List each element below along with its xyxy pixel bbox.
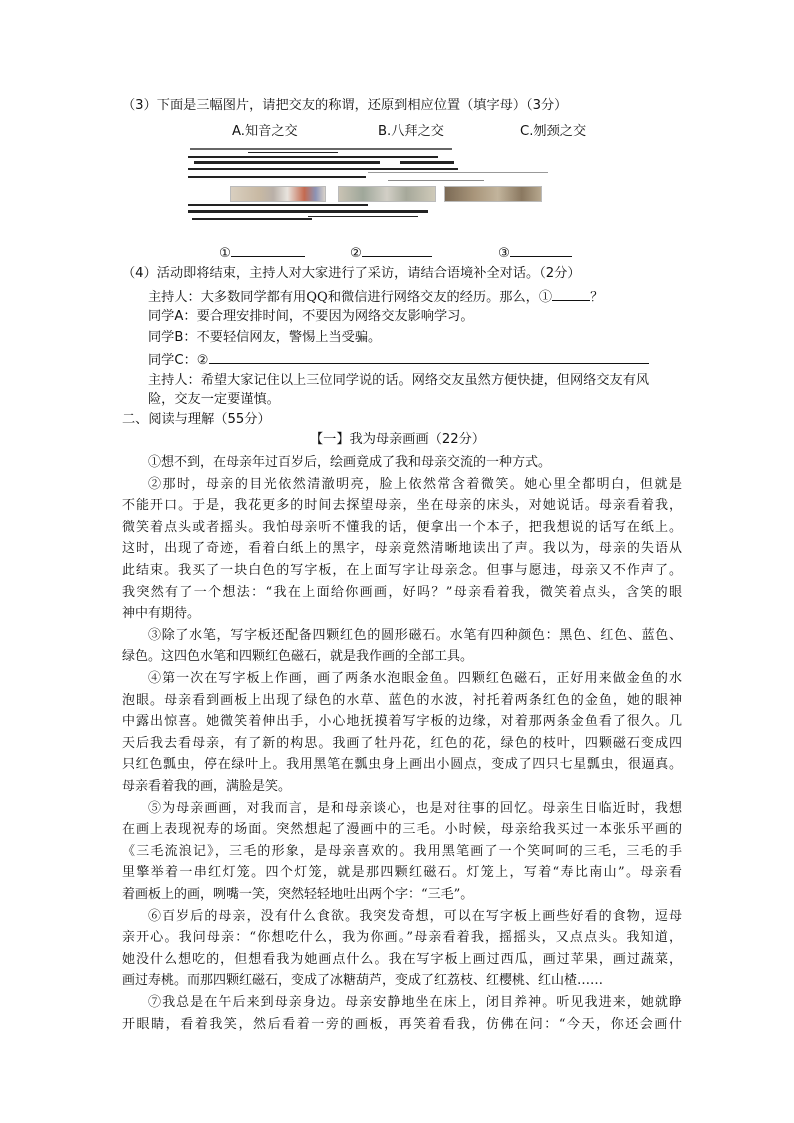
article-line: 《三毛流浪记》，三毛的形象，是母亲喜欢的。我用黑笔画了一个笑呵呵的三毛，三毛的手 bbox=[122, 843, 682, 859]
answer-blank-1[interactable] bbox=[552, 286, 590, 301]
blank-1[interactable] bbox=[219, 242, 305, 264]
speaker-host: 主持人： bbox=[148, 373, 201, 388]
article-line: 此结束。我买了一块白色的写字板，在上面写字让母亲念。但事与愿违，母亲又不作声了。 bbox=[122, 563, 682, 578]
article-line: 亲开心。我问母亲：“你想吃什么，我为你画。”母亲看着我，摇摇头，又点点头。我知道， bbox=[122, 930, 682, 946]
article-line: 这时，出现了奇迹，看着白纸上的黑字，母亲竟然清晰地读出了声。我以为，母亲的失语从 bbox=[122, 541, 682, 557]
option-b: B.八拜之交 bbox=[378, 124, 444, 139]
dialog-host-closing bbox=[148, 371, 649, 391]
article-line: 只红色瓢虫，停在绿叶上。我用黑笔在瓢虫身上画出小圆点，变成了四只七星瓢虫，很逼真。 bbox=[122, 757, 682, 773]
option-a: A.知音之交 bbox=[232, 124, 298, 139]
article-line: 母亲看着我的画，满脸是笑。 bbox=[122, 779, 292, 794]
dialog-text: ② bbox=[196, 353, 209, 368]
blank-2[interactable] bbox=[350, 242, 432, 264]
article-line: ②那时，母亲的目光依然清澈明亮，脸上依然常含着微笑。她心里全都明白，但就是 bbox=[148, 476, 682, 492]
dialog-text: 希望大家记住以上三位同学说的话。网络交友虽然方便快捷，但网络交友有风 bbox=[200, 373, 650, 388]
friendship-pictures bbox=[188, 146, 558, 232]
speaker-b: 同学B： bbox=[148, 330, 197, 345]
blank-2-label: ② bbox=[350, 246, 362, 261]
blank-3[interactable] bbox=[498, 242, 572, 264]
dialog-host-question bbox=[148, 286, 603, 308]
dialog-host-closing-cont: 险，交友一定要谨慎。 bbox=[148, 392, 280, 407]
q4-prompt: （4）活动即将结束，主持人对大家进行了采访，请结合语境补全对话。（2分） bbox=[122, 266, 581, 281]
article-line: 着画板上的画，咧嘴一笑，突然轻轻地吐出两个字：“三毛”。 bbox=[122, 887, 474, 902]
article-line: ⑤为母亲画画，对我而言，是和母亲谈心，也是对往事的回忆。母亲生日临近时，我想 bbox=[148, 800, 682, 816]
picture-1 bbox=[230, 186, 326, 202]
article-line: 在画上表现祝寿的场面。突然想起了漫画中的三毛。小时候，母亲给我买过一本张乐平画的 bbox=[122, 822, 682, 838]
article-line: 里擎举着一串红灯笼。四个灯笼，就是那四颗红磁石。灯笼上，写着“寿比南山”。母亲看 bbox=[122, 865, 682, 881]
article-line: ①想不到，在母亲年过百岁后，绘画竟成了我和母亲交流的一种方式。 bbox=[148, 455, 552, 470]
answer-blank-2[interactable] bbox=[209, 349, 649, 364]
option-c: C.刎颈之交 bbox=[520, 124, 587, 139]
article-line: 画过寿桃。而那四颗红磁石，变成了冰糖葫芦，变成了红荔枝、红樱桃、红山楂…… bbox=[122, 973, 604, 989]
speaker-host: 主持人： bbox=[148, 290, 201, 305]
article-line: 绿色。这四色水笔和四颗红色磁石，就是我作画的全部工具。 bbox=[122, 649, 474, 665]
article-line: 中露出惊喜。她微笑着伸出手，小心地抚摸着写字板的边缘，对着那两条金鱼看了很久。几 bbox=[122, 714, 682, 730]
dialog-student-a bbox=[148, 307, 474, 327]
speaker-a: 同学A： bbox=[148, 309, 197, 324]
q3-prompt: （3）下面是三幅图片，请把交友的称谓，还原到相应位置（填字母）（3分） bbox=[122, 98, 568, 113]
dialog-text: 不要轻信网友，警惕上当受骗。 bbox=[196, 330, 382, 345]
blank-3-label: ③ bbox=[498, 246, 510, 261]
article-line: ③除了水笔，写字板还配备四颗红色的圆形磁石。水笔有四种颜色：黑色、红色、蓝色、 bbox=[148, 627, 682, 643]
picture-3 bbox=[444, 186, 542, 202]
article-line: 我突然有了一个想法：“我在上面给你画画，好吗？”母亲看着我，微笑着点头，含笑的眼 bbox=[122, 584, 682, 600]
article-line: ⑦我总是在午后来到母亲身边。母亲安静地坐在床上，闭目养神。听见我进来，她就睁 bbox=[148, 995, 682, 1010]
article-line: 泡眼。母亲看到画板上出现了绿色的水草、蓝色的水波，衬托着两条红色的金鱼，她的眼神 bbox=[122, 692, 682, 708]
article-line: ④第一次在写字板上作画，画了两条水泡眼金鱼。四颗红色磁石，正好用来做金鱼的水 bbox=[148, 671, 682, 686]
blank-1-label: ① bbox=[219, 246, 231, 261]
dialog-tail: ？ bbox=[590, 290, 604, 305]
picture-2 bbox=[338, 186, 436, 202]
article-line: 她没什么想吃的，但想看我为她画点什么。我在写字板上画过西瓜，画过苹果，画过蔬菜， bbox=[122, 951, 682, 967]
section-heading: 二、阅读与理解（55分） bbox=[122, 412, 271, 427]
article-line: 不能开口。于是，我花更多的时间去探望母亲，坐在母亲的床头，对她说话。母亲看着我， bbox=[122, 498, 682, 514]
dialog-student-c bbox=[148, 349, 649, 371]
article-line: 神中有期待。 bbox=[122, 606, 201, 622]
dialog-text: 要合理安排时间，不要因为网络交友影响学习。 bbox=[196, 309, 474, 324]
dialog-student-b bbox=[148, 328, 381, 348]
speaker-c: 同学C： bbox=[148, 353, 197, 368]
article-line: 开眼睛，看着我笑，然后看着一旁的画板，再笑着看我，仿佛在问：“今天，你还会画什 bbox=[122, 1016, 682, 1032]
article-title: 【一】我为母亲画画（22分） bbox=[310, 432, 486, 447]
dialog-text: 大多数同学都有用QQ和微信进行网络交友的经历。那么，① bbox=[200, 290, 553, 305]
article-line: 微笑着点头或者摇头。我怕母亲听不懂我的话，便拿出一个本子，把我想说的话写在纸上。 bbox=[122, 519, 682, 535]
article-line: 天后我去看母亲，有了新的构思。我画了牡丹花，红色的花，绿色的枝叶，四颗磁石变成四 bbox=[122, 735, 682, 751]
article-line: ⑥百岁后的母亲，没有什么食欲。我突发奇想，可以在写字板上画些好看的食物，逗母 bbox=[148, 908, 682, 924]
